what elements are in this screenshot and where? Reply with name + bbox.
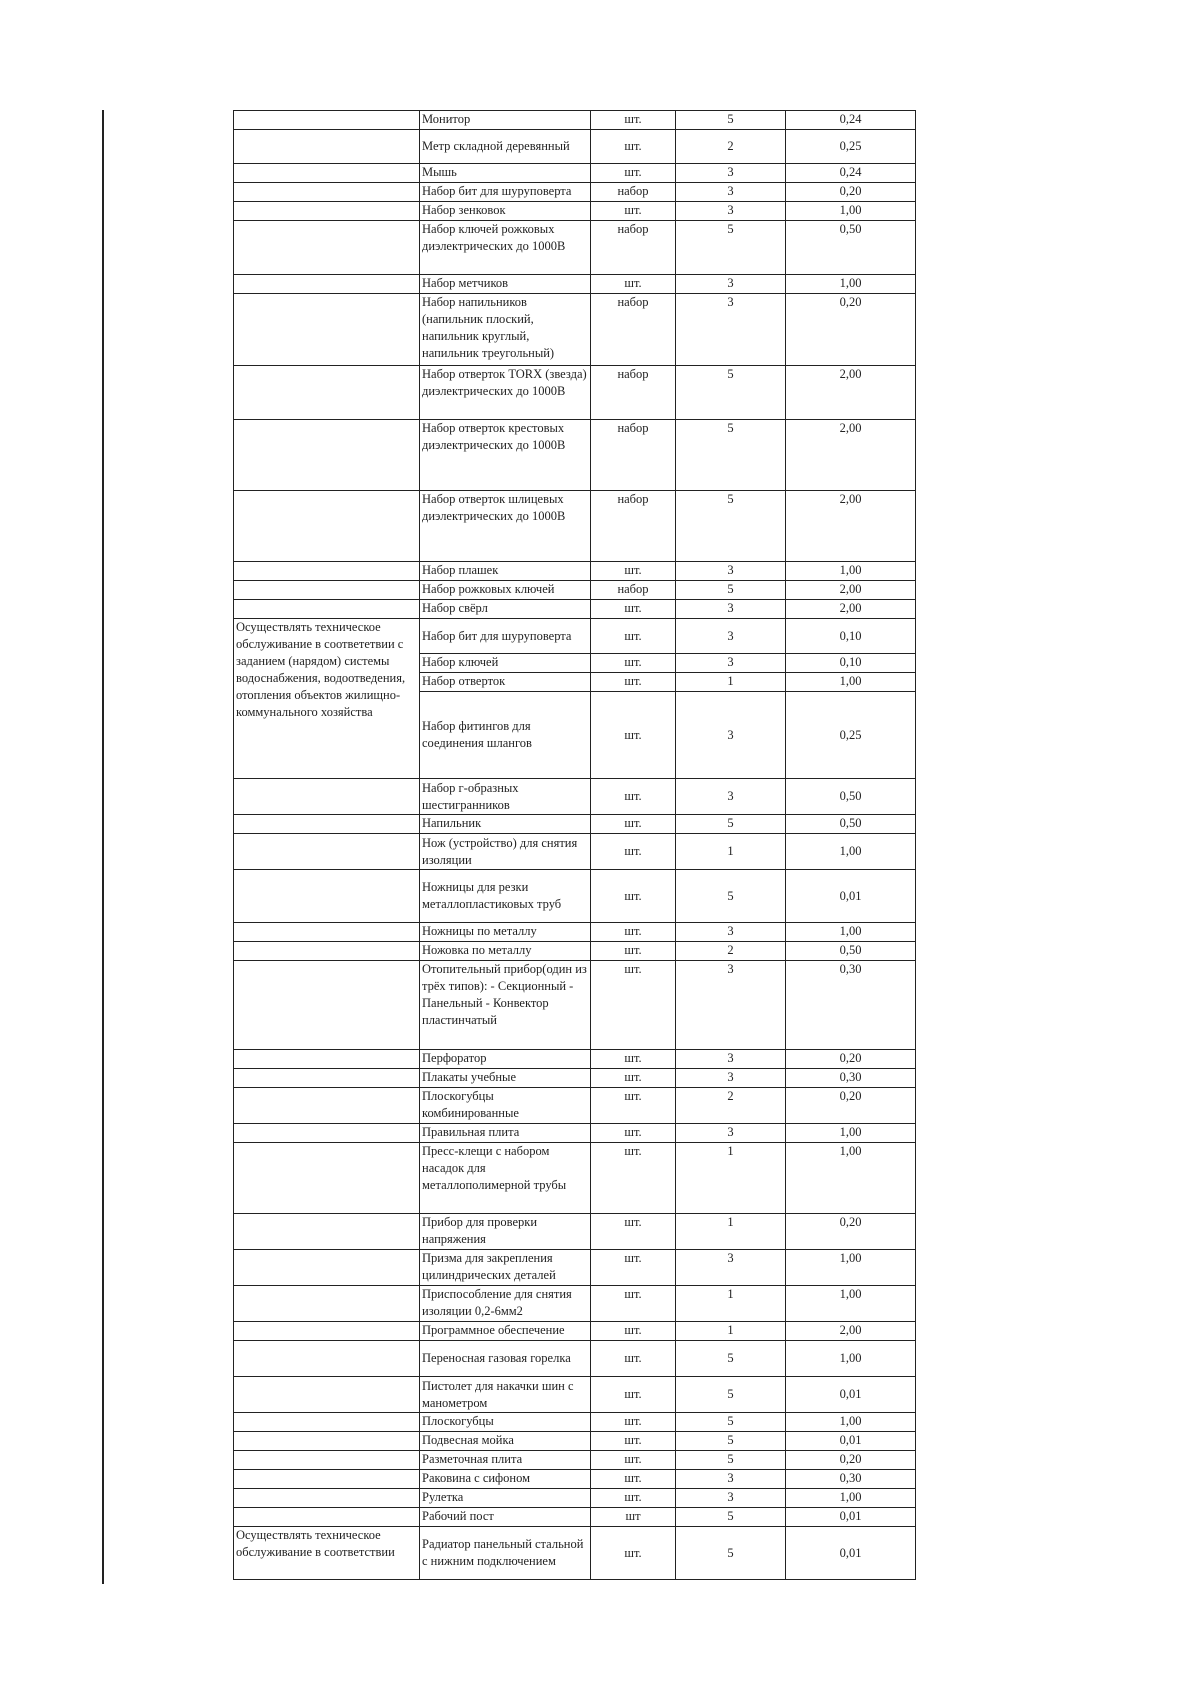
item-unit: шт. <box>591 870 676 923</box>
item-unit: шт. <box>591 130 676 164</box>
item-name: Набор ключей <box>420 654 591 673</box>
item-unit: шт. <box>591 1451 676 1470</box>
item-norm: 1,00 <box>786 834 916 870</box>
item-norm: 1,00 <box>786 1250 916 1286</box>
item-qty: 3 <box>676 1250 786 1286</box>
item-qty: 5 <box>676 815 786 834</box>
item-qty: 3 <box>676 1489 786 1508</box>
item-name: Набор отверток крестовых диэлектрических до 1000В <box>420 420 591 491</box>
item-qty: 1 <box>676 1322 786 1341</box>
section-cell <box>234 294 420 366</box>
item-name: Программное обеспечение <box>420 1322 591 1341</box>
item-norm: 0,01 <box>786 1377 916 1413</box>
item-name: Пистолет для накачки шин с манометром <box>420 1377 591 1413</box>
item-norm: 1,00 <box>786 1124 916 1143</box>
item-unit: набор <box>591 294 676 366</box>
item-name: Набор напильников (напильник плоский, напильник круглый, напильник треугольный) <box>420 294 591 366</box>
item-name: Отопительный прибор(один из трёх типов): - Секционный - Панельный - Конвектор пластинчатый <box>420 961 591 1050</box>
section-label: Осуществлять техническое обслуживание в соответствии <box>234 1527 420 1580</box>
item-qty: 2 <box>676 130 786 164</box>
item-qty: 5 <box>676 1451 786 1470</box>
item-norm: 1,00 <box>786 1341 916 1377</box>
item-unit: шт. <box>591 961 676 1050</box>
item-norm: 2,00 <box>786 366 916 420</box>
item-unit: шт. <box>591 1432 676 1451</box>
item-qty: 5 <box>676 366 786 420</box>
item-qty: 3 <box>676 1050 786 1069</box>
item-unit: шт. <box>591 1322 676 1341</box>
section-cell <box>234 1088 420 1124</box>
section-cell <box>234 1470 420 1489</box>
item-norm: 0,30 <box>786 961 916 1050</box>
item-qty: 3 <box>676 1470 786 1489</box>
item-norm: 1,00 <box>786 1286 916 1322</box>
item-unit: шт. <box>591 275 676 294</box>
section-cell <box>234 1286 420 1322</box>
item-qty: 1 <box>676 1286 786 1322</box>
section-cell <box>234 202 420 221</box>
item-name: Плоскогубцы комбинированные <box>420 1088 591 1124</box>
section-cell <box>234 420 420 491</box>
item-name: Набор рожковых ключей <box>420 581 591 600</box>
item-name: Набор свёрл <box>420 600 591 619</box>
item-norm: 0,20 <box>786 183 916 202</box>
item-unit: шт. <box>591 815 676 834</box>
section-cell <box>234 1250 420 1286</box>
item-qty: 5 <box>676 1432 786 1451</box>
item-unit: шт. <box>591 654 676 673</box>
item-name: Раковина с сифоном <box>420 1470 591 1489</box>
item-qty: 5 <box>676 581 786 600</box>
item-norm: 0,25 <box>786 130 916 164</box>
item-unit: шт. <box>591 1124 676 1143</box>
item-name: Призма для закрепления цилиндрических деталей <box>420 1250 591 1286</box>
item-name: Набор отверток <box>420 673 591 692</box>
item-unit: набор <box>591 420 676 491</box>
item-name: Радиатор панельный стальной с нижним подключением <box>420 1527 591 1580</box>
item-norm: 1,00 <box>786 923 916 942</box>
item-name: Пресс-клещи с набором насадок для металлополимерной трубы <box>420 1143 591 1214</box>
item-qty: 5 <box>676 1527 786 1580</box>
item-unit: шт. <box>591 834 676 870</box>
item-name: Набор бит для шуруповерта <box>420 183 591 202</box>
section-cell <box>234 1214 420 1250</box>
section-cell <box>234 1377 420 1413</box>
item-norm: 1,00 <box>786 1489 916 1508</box>
section-cell <box>234 1508 420 1527</box>
section-cell <box>234 164 420 183</box>
item-unit: шт. <box>591 1489 676 1508</box>
section-cell <box>234 221 420 275</box>
item-qty: 5 <box>676 1413 786 1432</box>
section-cell <box>234 1124 420 1143</box>
item-name: Монитор <box>420 111 591 130</box>
item-qty: 3 <box>676 923 786 942</box>
item-norm: 0,20 <box>786 1088 916 1124</box>
section-cell <box>234 275 420 294</box>
item-qty: 3 <box>676 183 786 202</box>
item-norm: 0,01 <box>786 1432 916 1451</box>
item-name: Набор метчиков <box>420 275 591 294</box>
item-norm: 0,50 <box>786 779 916 815</box>
item-name: Мышь <box>420 164 591 183</box>
item-unit: шт. <box>591 202 676 221</box>
item-norm: 2,00 <box>786 420 916 491</box>
section-cell <box>234 491 420 562</box>
item-unit: набор <box>591 366 676 420</box>
item-name: Набор плашек <box>420 562 591 581</box>
item-qty: 5 <box>676 491 786 562</box>
item-unit: шт. <box>591 942 676 961</box>
item-unit: шт. <box>591 1341 676 1377</box>
item-unit: шт. <box>591 1413 676 1432</box>
item-name: Переносная газовая горелка <box>420 1341 591 1377</box>
item-qty: 3 <box>676 654 786 673</box>
item-unit: набор <box>591 491 676 562</box>
item-norm: 0,20 <box>786 1214 916 1250</box>
item-qty: 1 <box>676 673 786 692</box>
item-qty: 3 <box>676 600 786 619</box>
section-cell <box>234 1341 420 1377</box>
item-norm: 0,10 <box>786 654 916 673</box>
item-unit: шт. <box>591 1143 676 1214</box>
section-label: Осуществлять техническое обслуживание в соответетвии с заданием (нарядом) системы водоснабжения, водоотведения, отопления объектов жилищно-коммунального хозяйства <box>234 619 420 779</box>
item-norm: 1,00 <box>786 673 916 692</box>
item-qty: 3 <box>676 692 786 779</box>
item-unit: шт. <box>591 692 676 779</box>
item-qty: 5 <box>676 420 786 491</box>
item-unit: шт. <box>591 923 676 942</box>
section-cell <box>234 1413 420 1432</box>
section-cell <box>234 111 420 130</box>
item-name: Рабочий пост <box>420 1508 591 1527</box>
item-qty: 1 <box>676 1214 786 1250</box>
section-cell <box>234 1050 420 1069</box>
item-qty: 5 <box>676 221 786 275</box>
item-qty: 1 <box>676 834 786 870</box>
item-norm: 0,20 <box>786 1451 916 1470</box>
item-name: Нож (устройство) для снятия изоляции <box>420 834 591 870</box>
item-qty: 3 <box>676 1069 786 1088</box>
item-unit: набор <box>591 183 676 202</box>
item-unit: шт. <box>591 619 676 654</box>
item-name: Плоскогубцы <box>420 1413 591 1432</box>
item-unit: шт. <box>591 1377 676 1413</box>
section-cell <box>234 1489 420 1508</box>
item-norm: 0,01 <box>786 1508 916 1527</box>
item-qty: 2 <box>676 1088 786 1124</box>
item-norm: 0,24 <box>786 111 916 130</box>
item-unit: шт. <box>591 600 676 619</box>
item-qty: 1 <box>676 1143 786 1214</box>
item-name: Правильная плита <box>420 1124 591 1143</box>
item-norm: 0,01 <box>786 1527 916 1580</box>
item-norm: 2,00 <box>786 600 916 619</box>
item-name: Прибор для проверки напряжения <box>420 1214 591 1250</box>
item-name: Перфоратор <box>420 1050 591 1069</box>
item-norm: 0,25 <box>786 692 916 779</box>
item-name: Приспособление для снятия изоляции 0,2-6мм2 <box>420 1286 591 1322</box>
item-name: Набор бит для шуруповерта <box>420 619 591 654</box>
section-cell <box>234 923 420 942</box>
item-unit: шт <box>591 1508 676 1527</box>
item-qty: 3 <box>676 294 786 366</box>
item-unit: набор <box>591 221 676 275</box>
item-name: Разметочная плита <box>420 1451 591 1470</box>
item-norm: 0,20 <box>786 1050 916 1069</box>
item-norm: 1,00 <box>786 202 916 221</box>
item-unit: шт. <box>591 1286 676 1322</box>
item-norm: 0,50 <box>786 221 916 275</box>
section-cell <box>234 779 420 815</box>
item-unit: шт. <box>591 1069 676 1088</box>
item-name: Напильник <box>420 815 591 834</box>
item-norm: 1,00 <box>786 275 916 294</box>
item-unit: шт. <box>591 1088 676 1124</box>
section-cell <box>234 366 420 420</box>
section-cell <box>234 183 420 202</box>
item-unit: шт. <box>591 1527 676 1580</box>
item-qty: 5 <box>676 1377 786 1413</box>
item-name: Набор фитингов для соединения шлангов <box>420 692 591 779</box>
section-cell <box>234 834 420 870</box>
item-unit: шт. <box>591 164 676 183</box>
item-unit: шт. <box>591 1214 676 1250</box>
item-qty: 5 <box>676 1508 786 1527</box>
section-cell <box>234 600 420 619</box>
item-qty: 3 <box>676 164 786 183</box>
item-norm: 0,50 <box>786 815 916 834</box>
item-name: Рулетка <box>420 1489 591 1508</box>
item-unit: шт. <box>591 779 676 815</box>
item-qty: 3 <box>676 202 786 221</box>
item-qty: 3 <box>676 1124 786 1143</box>
item-norm: 0,30 <box>786 1470 916 1489</box>
item-norm: 1,00 <box>786 1413 916 1432</box>
item-norm: 0,01 <box>786 870 916 923</box>
item-qty: 5 <box>676 1341 786 1377</box>
item-name: Подвесная мойка <box>420 1432 591 1451</box>
item-name: Ножницы для резки металлопластиковых труб <box>420 870 591 923</box>
item-name: Набор ключей рожковых диэлектрических до 1000В <box>420 221 591 275</box>
item-qty: 3 <box>676 562 786 581</box>
item-qty: 5 <box>676 111 786 130</box>
section-cell <box>234 815 420 834</box>
item-unit: набор <box>591 581 676 600</box>
item-name: Набор зенковок <box>420 202 591 221</box>
item-norm: 2,00 <box>786 581 916 600</box>
section-cell <box>234 1451 420 1470</box>
item-qty: 3 <box>676 619 786 654</box>
section-cell <box>234 130 420 164</box>
item-norm: 2,00 <box>786 1322 916 1341</box>
item-unit: шт. <box>591 562 676 581</box>
item-qty: 2 <box>676 942 786 961</box>
item-unit: шт. <box>591 1050 676 1069</box>
section-cell <box>234 961 420 1050</box>
section-cell <box>234 870 420 923</box>
item-unit: шт. <box>591 111 676 130</box>
item-norm: 0,20 <box>786 294 916 366</box>
item-name: Плакаты учебные <box>420 1069 591 1088</box>
item-unit: шт. <box>591 1250 676 1286</box>
item-name: Ножовка по металлу <box>420 942 591 961</box>
section-cell <box>234 1069 420 1088</box>
item-unit: шт. <box>591 1470 676 1489</box>
item-name: Набор г-образных шестигранников <box>420 779 591 815</box>
section-cell <box>234 1432 420 1451</box>
item-qty: 3 <box>676 779 786 815</box>
item-norm: 0,50 <box>786 942 916 961</box>
item-norm: 0,10 <box>786 619 916 654</box>
section-cell <box>234 562 420 581</box>
section-cell <box>234 1322 420 1341</box>
item-norm: 1,00 <box>786 1143 916 1214</box>
item-qty: 3 <box>676 961 786 1050</box>
item-name: Ножницы по металлу <box>420 923 591 942</box>
equipment-table <box>233 110 916 1580</box>
page-margin-line <box>102 110 104 1584</box>
item-qty: 3 <box>676 275 786 294</box>
section-cell <box>234 942 420 961</box>
item-norm: 2,00 <box>786 491 916 562</box>
section-cell <box>234 1143 420 1214</box>
item-norm: 0,24 <box>786 164 916 183</box>
item-unit: шт. <box>591 673 676 692</box>
item-name: Метр складной деревянный <box>420 130 591 164</box>
section-cell <box>234 581 420 600</box>
item-norm: 1,00 <box>786 562 916 581</box>
item-name: Набор отверток TORX (звезда) диэлектрических до 1000В <box>420 366 591 420</box>
item-qty: 5 <box>676 870 786 923</box>
item-name: Набор отверток шлицевых диэлектрических до 1000В <box>420 491 591 562</box>
item-norm: 0,30 <box>786 1069 916 1088</box>
